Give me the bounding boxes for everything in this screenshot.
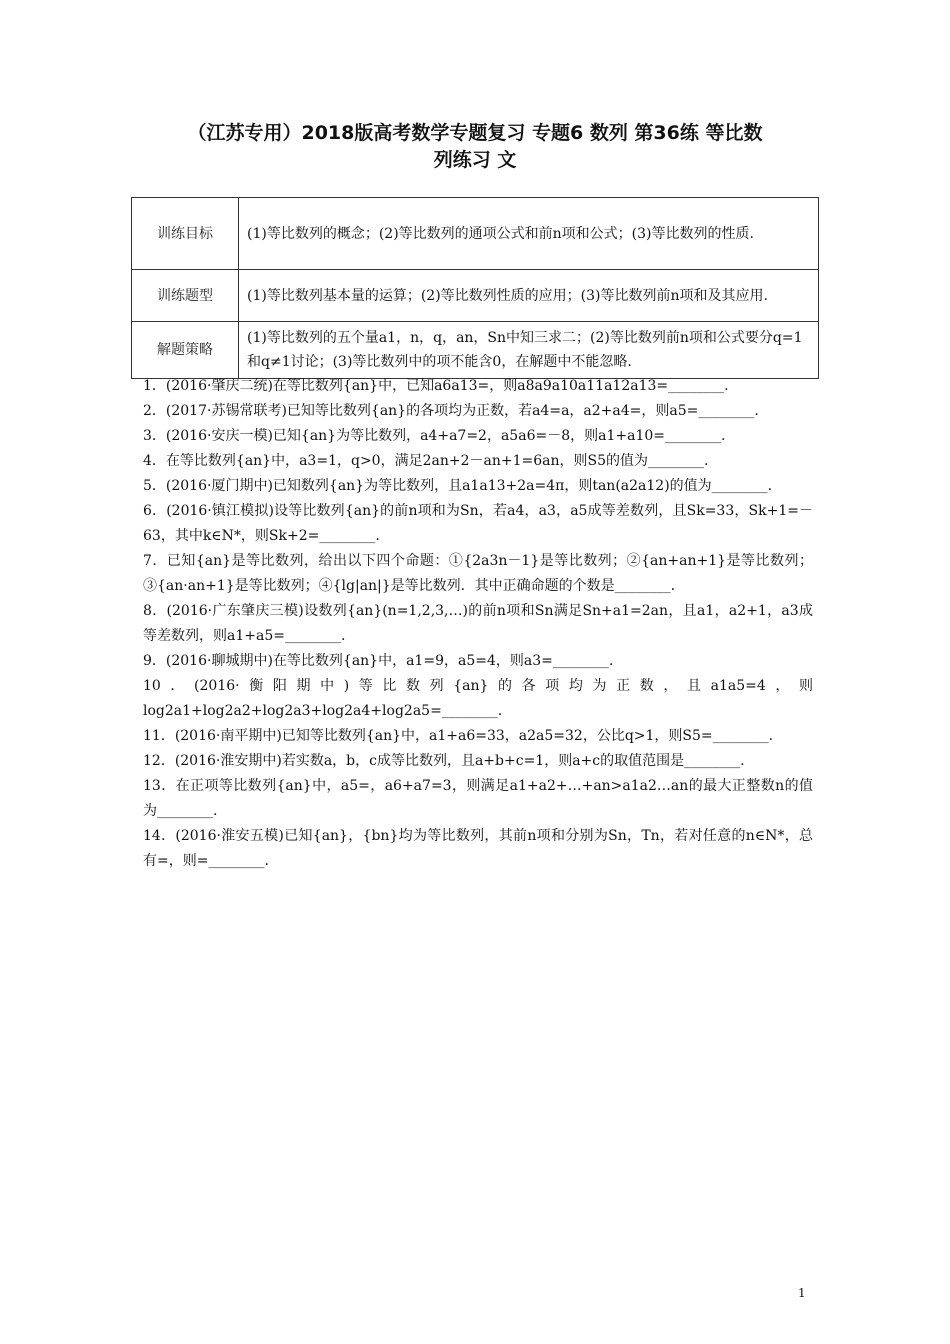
question-13: 13．在正项等比数列{an}中，a5=，a6+a7=3，则满足a1+a2+…+an>a1a2…an的最大正整数n的值为________. [143,778,813,819]
question-1: 1．(2016·肇庆二统)在等比数列{an}中，已知a6a13=，则a8a9a10a11a12a13=________. [143,378,729,394]
title-line-1: （江苏专用）2018版高考数学专题复习 专题6 数列 第36练 等比数 [187,122,763,144]
question-9: 9．(2016·聊城期中)在等比数列{an}中，a1=9，a5=4，则a3=________. [143,653,614,669]
question-2: 2．(2017·苏锡常联考)已知等比数列{an}的各项均为正数，若a4=a，a2+a4=，则a5=________. [143,403,759,419]
question-4: 4．在等比数列{an}中，a3=1，q>0，满足2an+2－an+1=6an，则S5的值为________. [143,453,709,469]
table-row [132,198,819,270]
question-10: 10．(2016·衡阳期中)等比数列{an}的各项均为正数，且a1a5=4，则log2a1+log2a2+log2a3+log2a4+log2a5=________. [143,678,813,719]
row-content: (1)等比数列的概念；(2)等比数列的通项公式和前n项和公式；(3)等比数列的性质. [239,198,819,270]
question-11: 11．(2016·南平期中)已知等比数列{an}中，a1+a6=33，a2a5=32，公比q>1，则S5=________. [143,728,774,744]
question-3: 3．(2016·安庆一模)已知{an}为等比数列，a4+a7=2，a5a6=－8，则a1+a10=________. [143,428,726,444]
table-row [132,322,819,379]
document-title [120,120,830,174]
row-label: 训练目标 [132,198,239,270]
title-line-2: 列练习 文 [433,149,517,171]
row-label: 训练题型 [132,270,239,322]
question-8: 8．(2016·广东肇庆三模)设数列{an}(n=1,2,3,…)的前n项和Sn满足Sn+a1=2an，且a1，a2+1，a3成等差数列，则a1+a5=________. [143,603,813,644]
page-number: 1 [798,1286,806,1300]
question-7: 7．已知{an}是等比数列，给出以下四个命题：①{2a3n－1}是等比数列；②{an+an+1}是等比数列；③{an·an+1}是等比数列；④{lg|an|}是等比数列．其中正确命题的个数是________. [143,553,813,594]
question-14: 14．(2016·淮安五模)已知{an}，{bn}均为等比数列，其前n项和分别为Sn，Tn，若对任意的n∈N*，总有=，则=________. [143,828,813,869]
question-list [143,374,813,874]
question-12: 12．(2016·淮安期中)若实数a，b，c成等比数列，且a+b+c=1，则a+c的取值范围是________. [143,753,745,769]
table-row [132,270,819,322]
question-5: 5．(2016·厦门期中)已知数列{an}为等比数列，且a1a13+2a=4π，则tan(a2a12)的值为________. [143,478,773,494]
training-info-table [131,197,819,379]
question-6: 6．(2016·镇江模拟)设等比数列{an}的前n项和为Sn，若a4，a3，a5成等差数列，且Sk=33，Sk+1=－63，其中k∈N*，则Sk+2=________. [143,503,813,544]
row-content: (1)等比数列的五个量a1，n，q，an，Sn中知三求二；(2)等比数列前n项和公式要分q=1和q≠1讨论；(3)等比数列中的项不能含0，在解题中不能忽略. [239,322,819,379]
row-content: (1)等比数列基本量的运算；(2)等比数列性质的应用；(3)等比数列前n项和及其应用. [239,270,819,322]
row-label: 解题策略 [132,322,239,379]
